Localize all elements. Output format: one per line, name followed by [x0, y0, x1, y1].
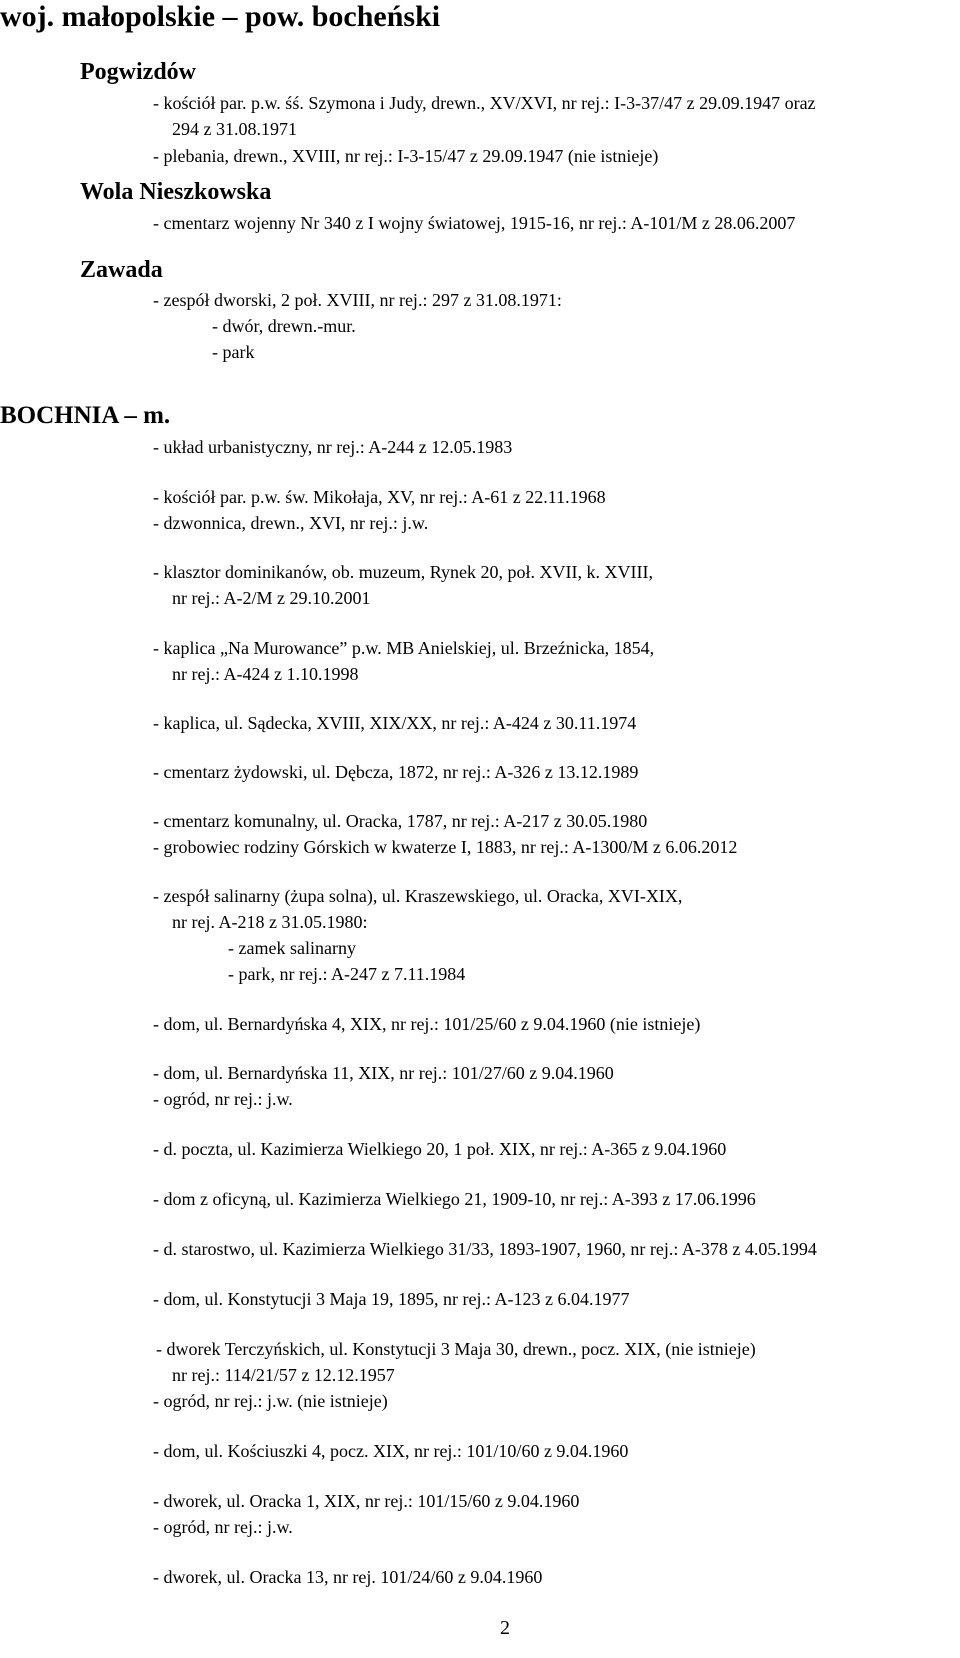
entry-line: - zamek salinarny [228, 938, 356, 958]
section-title-wola-nieszkowska: Wola Nieszkowska [80, 179, 272, 205]
entry-line: - d. starostwo, ul. Kazimierza Wielkiego 31/33, 1893-1907, 1960, nr rej.: A-378 z 4.05.1994 [153, 1239, 817, 1259]
page-header: woj. małopolskie – pow. bocheński [0, 0, 441, 33]
entry-line: - dworek, ul. Oracka 13, nr rej. 101/24/60 z 9.04.1960 [153, 1567, 543, 1587]
section-title-bochnia: BOCHNIA – m. [0, 402, 171, 429]
entry-line: - grobowiec rodziny Górskich w kwaterze I, 1883, nr rej.: A-1300/M z 6.06.2012 [153, 837, 738, 857]
entry-line: nr rej.: 114/21/57 z 12.12.1957 [172, 1365, 395, 1385]
entry-line: - kościół par. p.w. św. Mikołaja, XV, nr rej.: A-61 z 22.11.1968 [153, 487, 606, 507]
entry-line: - kaplica, ul. Sądecka, XVIII, XIX/XX, nr rej.: A-424 z 30.11.1974 [153, 713, 637, 733]
entry-line: - układ urbanistyczny, nr rej.: A-244 z 12.05.1983 [153, 437, 513, 457]
entry-line: - klasztor dominikanów, ob. muzeum, Rynek 20, poł. XVII, k. XVIII, [153, 562, 654, 582]
entry-line: - ogród, nr rej.: j.w. (nie istnieje) [153, 1391, 388, 1411]
entry-line: - dworek Terczyńskich, ul. Konstytucji 3 Maja 30, drewn., pocz. XIX, (nie istnieje) [156, 1339, 756, 1359]
entry-line: - zespół salinarny (żupa solna), ul. Kraszewskiego, ul. Oracka, XVI-XIX, [153, 886, 683, 906]
entry-line: - cmentarz komunalny, ul. Oracka, 1787, nr rej.: A-217 z 30.05.1980 [153, 811, 648, 831]
entry-line: - dom, ul. Bernardyńska 4, XIX, nr rej.: 101/25/60 z 9.04.1960 (nie istnieje) [153, 1014, 701, 1034]
entry-line: nr rej. A-218 z 31.05.1980: [172, 912, 368, 932]
entry-line: 294 z 31.08.1971 [172, 119, 297, 139]
entry-line: - cmentarz wojenny Nr 340 z I wojny światowej, 1915-16, nr rej.: A-101/M z 28.06.2007 [153, 213, 796, 233]
entry-line: - kaplica „Na Murowance” p.w. MB Anielskiej, ul. Brzeźnicka, 1854, [153, 638, 655, 658]
entry-line: - dwór, drewn.-mur. [212, 316, 356, 336]
entry-line: - dom, ul. Kościuszki 4, pocz. XIX, nr rej.: 101/10/60 z 9.04.1960 [153, 1441, 629, 1461]
section-title-pogwizdow: Pogwizdów [80, 59, 196, 85]
entry-line: nr rej.: A-2/M z 29.10.2001 [172, 588, 371, 608]
entry-line: - zespół dworski, 2 poł. XVIII, nr rej.: 297 z 31.08.1971: [153, 290, 562, 310]
entry-line: - dom, ul. Bernardyńska 11, XIX, nr rej.: 101/27/60 z 9.04.1960 [153, 1063, 614, 1083]
section-title-zawada: Zawada [80, 257, 163, 283]
entry-line: - dom z oficyną, ul. Kazimierza Wielkiego 21, 1909-10, nr rej.: A-393 z 17.06.1996 [153, 1189, 756, 1209]
entry-line: nr rej.: A-424 z 1.10.1998 [172, 664, 359, 684]
entry-line: - dom, ul. Konstytucji 3 Maja 19, 1895, nr rej.: A-123 z 6.04.1977 [153, 1289, 630, 1309]
entry-line: - dworek, ul. Oracka 1, XIX, nr rej.: 101/15/60 z 9.04.1960 [153, 1491, 580, 1511]
entry-line: - park [212, 342, 255, 362]
entry-line: - dzwonnica, drewn., XVI, nr rej.: j.w. [153, 513, 429, 533]
entry-line: - ogród, nr rej.: j.w. [153, 1089, 293, 1109]
entry-line: - plebania, drewn., XVIII, nr rej.: I-3-15/47 z 29.09.1947 (nie istnieje) [153, 146, 659, 166]
entry-line: - d. poczta, ul. Kazimierza Wielkiego 20, 1 poł. XIX, nr rej.: A-365 z 9.04.1960 [153, 1139, 727, 1159]
entry-line: - kościół par. p.w. śś. Szymona i Judy, drewn., XV/XVI, nr rej.: I-3-37/47 z 29.09.1947 oraz [153, 93, 816, 113]
entry-line: - ogród, nr rej.: j.w. [153, 1517, 293, 1537]
page-number: 2 [500, 1617, 510, 1639]
entry-line: - cmentarz żydowski, ul. Dębcza, 1872, nr rej.: A-326 z 13.12.1989 [153, 762, 639, 782]
entry-line: - park, nr rej.: A-247 z 7.11.1984 [228, 964, 466, 984]
